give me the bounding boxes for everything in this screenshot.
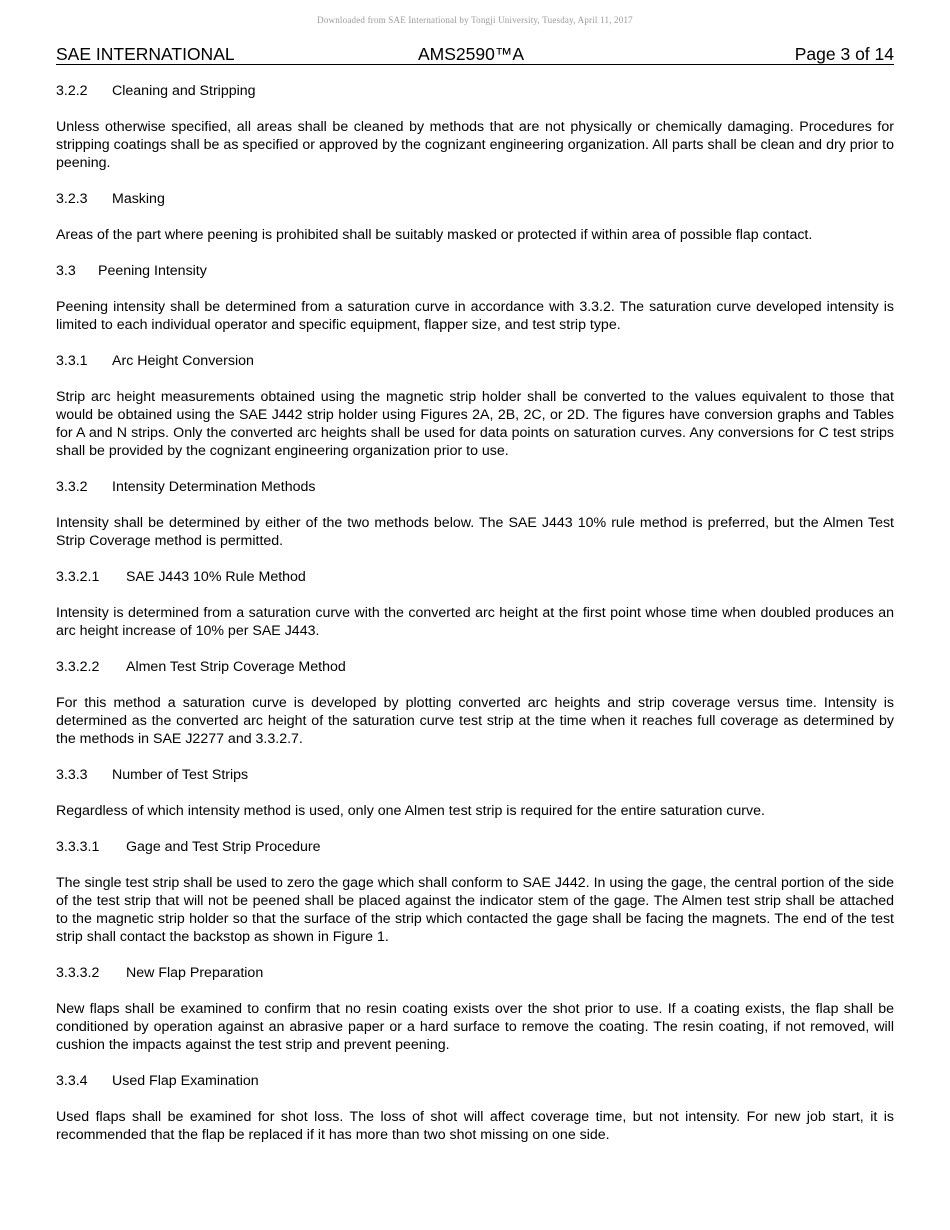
section-number: 3.2.3 (56, 191, 88, 207)
section-paragraph: Peening intensity shall be determined from a saturation curve in accordance with 3.3.2. The saturation curve developed intensity is limited to each individual operator and specific equipment, flapper size, and test strip type. (56, 299, 894, 333)
section-title: SAE J443 10% Rule Method (126, 569, 306, 585)
section-number: 3.2.2 (56, 83, 88, 99)
section-number: 3.3.2.2 (56, 659, 100, 675)
section-paragraph: For this method a saturation curve is developed by plotting converted arc heights and strip coverage versus time. Intensity is determined as the converted arc height of the saturation curve test strip at the time when it reaches full coverage as determined by the methods in SAE J2277 and 3.3.2.7. (56, 695, 894, 747)
section-number: 3.3.3.1 (56, 839, 100, 855)
section-title: Cleaning and Stripping (112, 83, 256, 99)
section-heading (56, 658, 894, 676)
section-number: 3.3.1 (56, 353, 88, 369)
section-paragraph: Unless otherwise specified, all areas shall be cleaned by methods that are not physically or chemically damaging. Procedures for stripping coatings shall be as specified or approved by the cognizant engineering organization. All parts shall be clean and dry prior to peening. (56, 119, 894, 171)
header-org: SAE INTERNATIONAL (56, 44, 235, 64)
section-title: Number of Test Strips (112, 767, 249, 783)
section-heading (56, 568, 894, 586)
section-heading (56, 1072, 894, 1090)
section-number: 3.3.3 (56, 767, 88, 783)
section-number: 3.3.2 (56, 479, 88, 495)
section-title: Gage and Test Strip Procedure (126, 839, 321, 855)
section-number: 3.3.4 (56, 1073, 88, 1089)
section-heading (56, 766, 894, 784)
section-number: 3.3.3.2 (56, 965, 100, 981)
section-title: Intensity Determination Methods (112, 479, 316, 495)
section-heading (56, 478, 894, 496)
section-heading (56, 82, 894, 100)
section-title: New Flap Preparation (126, 965, 264, 981)
download-watermark: Downloaded from SAE International by Tongji University, Tuesday, April 11, 2017 (317, 15, 633, 25)
section-paragraph: Strip arc height measurements obtained using the magnetic strip holder shall be converted to the values equivalent to those that would be obtained using the SAE J442 strip holder using Figures 2A, 2B, 2C, or 2D. The figures have conversion graphs and Tables for A and N strips. Only the converted arc heights shall be used for data points on saturation curves. Any conversions for C test strips shall be provided by the cognizant engineering organization prior to use. (56, 389, 894, 459)
section-number: 3.3.2.1 (56, 569, 100, 585)
section-title: Masking (112, 191, 165, 207)
section-paragraph: Intensity is determined from a saturation curve with the converted arc height at the first point whose time when doubled produces an arc height increase of 10% per SAE J443. (56, 605, 894, 639)
header-page-number: Page 3 of 14 (794, 44, 894, 64)
section-number: 3.3 (56, 263, 76, 279)
section-heading (56, 262, 894, 280)
section-paragraph: Areas of the part where peening is prohibited shall be suitably masked or protected if within area of possible flap contact. (56, 227, 813, 243)
page-header (56, 44, 894, 65)
section-title: Used Flap Examination (112, 1073, 259, 1089)
section-title: Almen Test Strip Coverage Method (126, 659, 346, 675)
section-paragraph: Regardless of which intensity method is used, only one Almen test strip is required for the entire saturation curve. (56, 803, 765, 819)
section-heading (56, 190, 894, 208)
section-heading (56, 838, 894, 856)
header-doc-id: AMS2590™A (418, 44, 525, 64)
section-heading (56, 964, 894, 982)
section-title: Peening Intensity (98, 263, 207, 279)
section-paragraph: Used flaps shall be examined for shot loss. The loss of shot will affect coverage time, but not intensity. For new job start, it is recommended that the flap be replaced if it has more than two shot missing on one side. (56, 1109, 894, 1143)
section-paragraph: Intensity shall be determined by either of the two methods below. The SAE J443 10% rule method is preferred, but the Almen Test Strip Coverage method is permitted. (56, 515, 894, 549)
document-body (56, 82, 894, 1162)
section-heading (56, 352, 894, 370)
section-paragraph: The single test strip shall be used to zero the gage which shall conform to SAE J442. In using the gage, the central portion of the side of the test strip that will not be peened shall be placed against the indicator stem of the gage. The Almen test strip shall be attached to the magnetic strip holder so that the surface of the strip which contacted the gage shall be facing the magnets. The end of the test strip shall contact the backstop as shown in Figure 1. (56, 875, 894, 945)
section-paragraph: New flaps shall be examined to confirm that no resin coating exists over the shot prior to use. If a coating exists, the flap shall be conditioned by operation against an abrasive paper or a hard surface to remove the coating. The resin coating, if not removed, will cushion the impacts against the test strip and prevent peening. (56, 1001, 894, 1053)
section-title: Arc Height Conversion (112, 353, 254, 369)
